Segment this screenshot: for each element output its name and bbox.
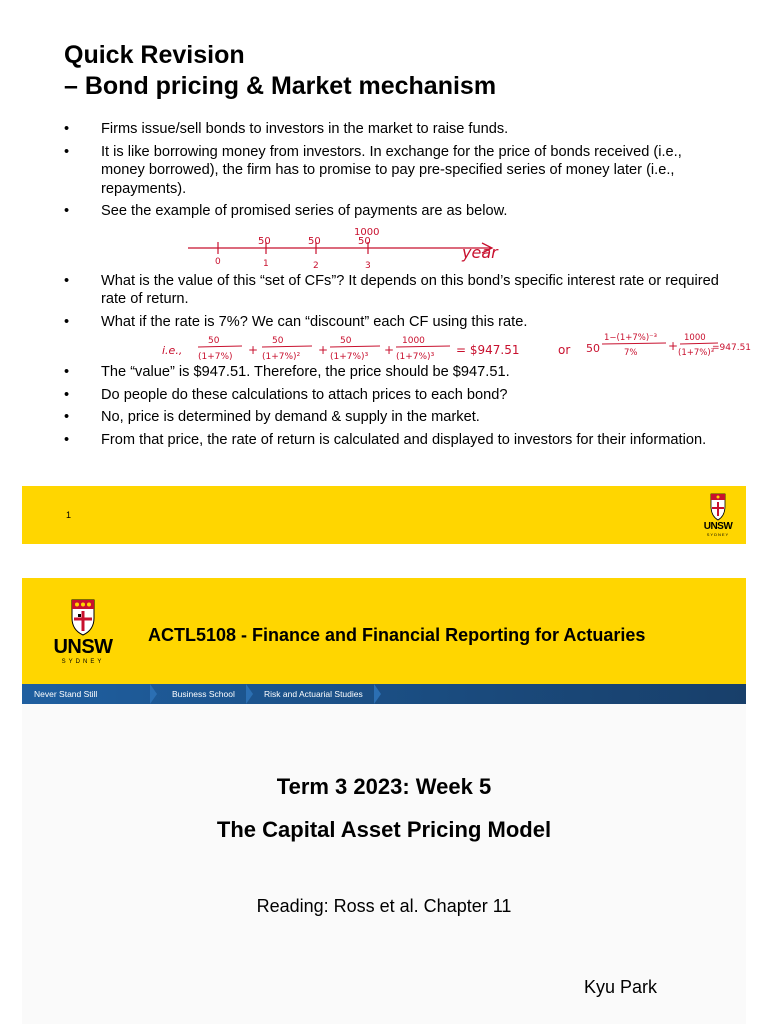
reading-reference: Reading: Ross et al. Chapter 11 bbox=[256, 896, 512, 916]
formula-result: = $947.51 bbox=[456, 343, 520, 357]
bullet-item bbox=[62, 386, 722, 405]
unsw-logo bbox=[46, 598, 120, 668]
plus-sign: + bbox=[248, 343, 259, 357]
plus-sign: + bbox=[384, 343, 395, 357]
term-heading: Term 3 2023: Week 5 bbox=[276, 774, 492, 799]
bullet-text: What if the rate is 7%? We can “discount” each CF using this rate. bbox=[101, 313, 528, 330]
tick-label: 0 bbox=[215, 257, 221, 267]
fraction-denominator: (1+7%)³ bbox=[330, 352, 369, 362]
fraction-numerator: 1−(1+7%)⁻³ bbox=[604, 333, 658, 343]
formula-or: or bbox=[558, 343, 571, 357]
pricing-formula bbox=[162, 330, 752, 366]
bullet-dot: • bbox=[64, 431, 70, 448]
bullet-text: Firms issue/sell bonds to investors in the market to raise funds. bbox=[101, 121, 509, 137]
fraction-numerator: 50 bbox=[340, 336, 352, 346]
fraction-numerator: 50 bbox=[272, 336, 284, 346]
bullet-text: The “value” is $947.51. Therefore, the price should be $947.51. bbox=[101, 364, 510, 380]
bullet-dot: • bbox=[64, 203, 70, 219]
bullet-dot: • bbox=[64, 386, 70, 403]
fraction-bar bbox=[198, 346, 242, 347]
bullet-text: It is like borrowing money from investors. In exchange for the price of bonds received (i.e., money borrowed), the firm has to promise to pay pre-specified series of money later (i.e., repayments). bbox=[101, 143, 682, 197]
school-nav-bar bbox=[22, 684, 746, 704]
bullet-dot: • bbox=[64, 143, 70, 160]
plus-sign: + bbox=[318, 343, 329, 357]
fraction-denominator: (1+7%)³ bbox=[678, 348, 715, 358]
formula-prefix: i.e., bbox=[162, 344, 183, 357]
fraction-bar bbox=[262, 346, 312, 347]
unsw-logo bbox=[700, 492, 736, 538]
bullet-dot: • bbox=[64, 409, 70, 425]
nav-item-business-school: Business School bbox=[172, 689, 235, 699]
slide-title bbox=[64, 40, 496, 102]
fraction-denominator: (1+7%)² bbox=[262, 352, 301, 362]
bullet-item bbox=[62, 408, 722, 427]
bullet-item bbox=[62, 143, 722, 199]
slide-footer-bar bbox=[22, 486, 746, 544]
fraction-bar bbox=[330, 346, 380, 347]
page-number: 1 bbox=[66, 510, 72, 520]
fraction-denominator: (1+7%)³ bbox=[396, 352, 435, 362]
fraction-denominator: (1+7%) bbox=[198, 352, 233, 362]
bullet-item bbox=[62, 120, 722, 139]
fraction-numerator: 50 bbox=[208, 336, 220, 346]
formula-result: =947.51 bbox=[712, 343, 752, 353]
nav-separator bbox=[246, 684, 253, 704]
plus-sign: + bbox=[668, 339, 679, 353]
unsw-crest-icon bbox=[700, 492, 736, 522]
bullet-text: See the example of promised series of payments are as below. bbox=[101, 203, 508, 219]
bullet-dot: • bbox=[64, 121, 70, 137]
lecture-topic: The Capital Asset Pricing Model bbox=[216, 817, 552, 842]
bullet-item bbox=[62, 202, 722, 221]
bullet-text: What is the value of this “set of CFs”? It depends on this bond’s specific interest rate or required rate of return. bbox=[101, 272, 719, 307]
title-line-1: Quick Revision bbox=[64, 41, 245, 69]
fraction-denominator: 7% bbox=[624, 348, 638, 358]
bullet-dot: • bbox=[64, 313, 70, 330]
tick-label: 3 bbox=[365, 261, 371, 271]
tick-label: 2 bbox=[313, 261, 319, 271]
author-name: Kyu Park bbox=[584, 977, 658, 997]
title-line-2: – Bond pricing & Market mechanism bbox=[64, 72, 497, 100]
cashflow-timeline bbox=[186, 226, 516, 272]
slide-1 bbox=[22, 0, 752, 544]
logo-subtitle: SYDNEY bbox=[706, 532, 730, 537]
cashflow-label: 50 bbox=[308, 236, 321, 247]
cashflow-label: 50 bbox=[358, 236, 371, 247]
unsw-crest-icon bbox=[46, 598, 120, 636]
bullet-text: Do people do these calculations to attach prices to each bond? bbox=[101, 386, 508, 403]
logo-wordmark: UNSW bbox=[53, 636, 113, 658]
bullet-item bbox=[62, 313, 722, 332]
logo-subtitle: SYDNEY bbox=[61, 659, 105, 665]
annuity-coefficient: 50 bbox=[586, 342, 600, 355]
bullet-list bbox=[62, 120, 722, 453]
fraction-numerator: 1000 bbox=[402, 336, 425, 346]
bullet-item bbox=[62, 272, 722, 309]
fraction-bar bbox=[602, 343, 666, 344]
cashflow-label: 50 bbox=[258, 236, 271, 247]
fraction-bar bbox=[396, 346, 450, 347]
bullet-text: No, price is determined by demand & supply in the market. bbox=[101, 409, 480, 425]
bullet-text: From that price, the rate of return is calculated and displayed to investors for their information. bbox=[101, 431, 707, 448]
fraction-numerator: 1000 bbox=[684, 333, 706, 343]
nav-item-never-stand-still: Never Stand Still bbox=[34, 689, 98, 699]
nav-separator bbox=[374, 684, 381, 704]
course-title: ACTL5108 - Finance and Financial Reporting for Actuaries bbox=[148, 625, 646, 645]
bullet-item bbox=[62, 431, 722, 450]
title-banner bbox=[22, 578, 746, 684]
nav-item-risk-actuarial: Risk and Actuarial Studies bbox=[264, 689, 363, 699]
bullet-dot: • bbox=[64, 272, 70, 289]
logo-wordmark: UNSW bbox=[703, 521, 733, 532]
nav-separator bbox=[150, 684, 157, 704]
cashflow-label: 1000 bbox=[354, 227, 380, 238]
slide-2 bbox=[22, 578, 746, 1024]
tick-label: 1 bbox=[263, 259, 269, 269]
axis-label-year: year bbox=[462, 243, 498, 262]
bullet-dot: • bbox=[64, 364, 70, 380]
